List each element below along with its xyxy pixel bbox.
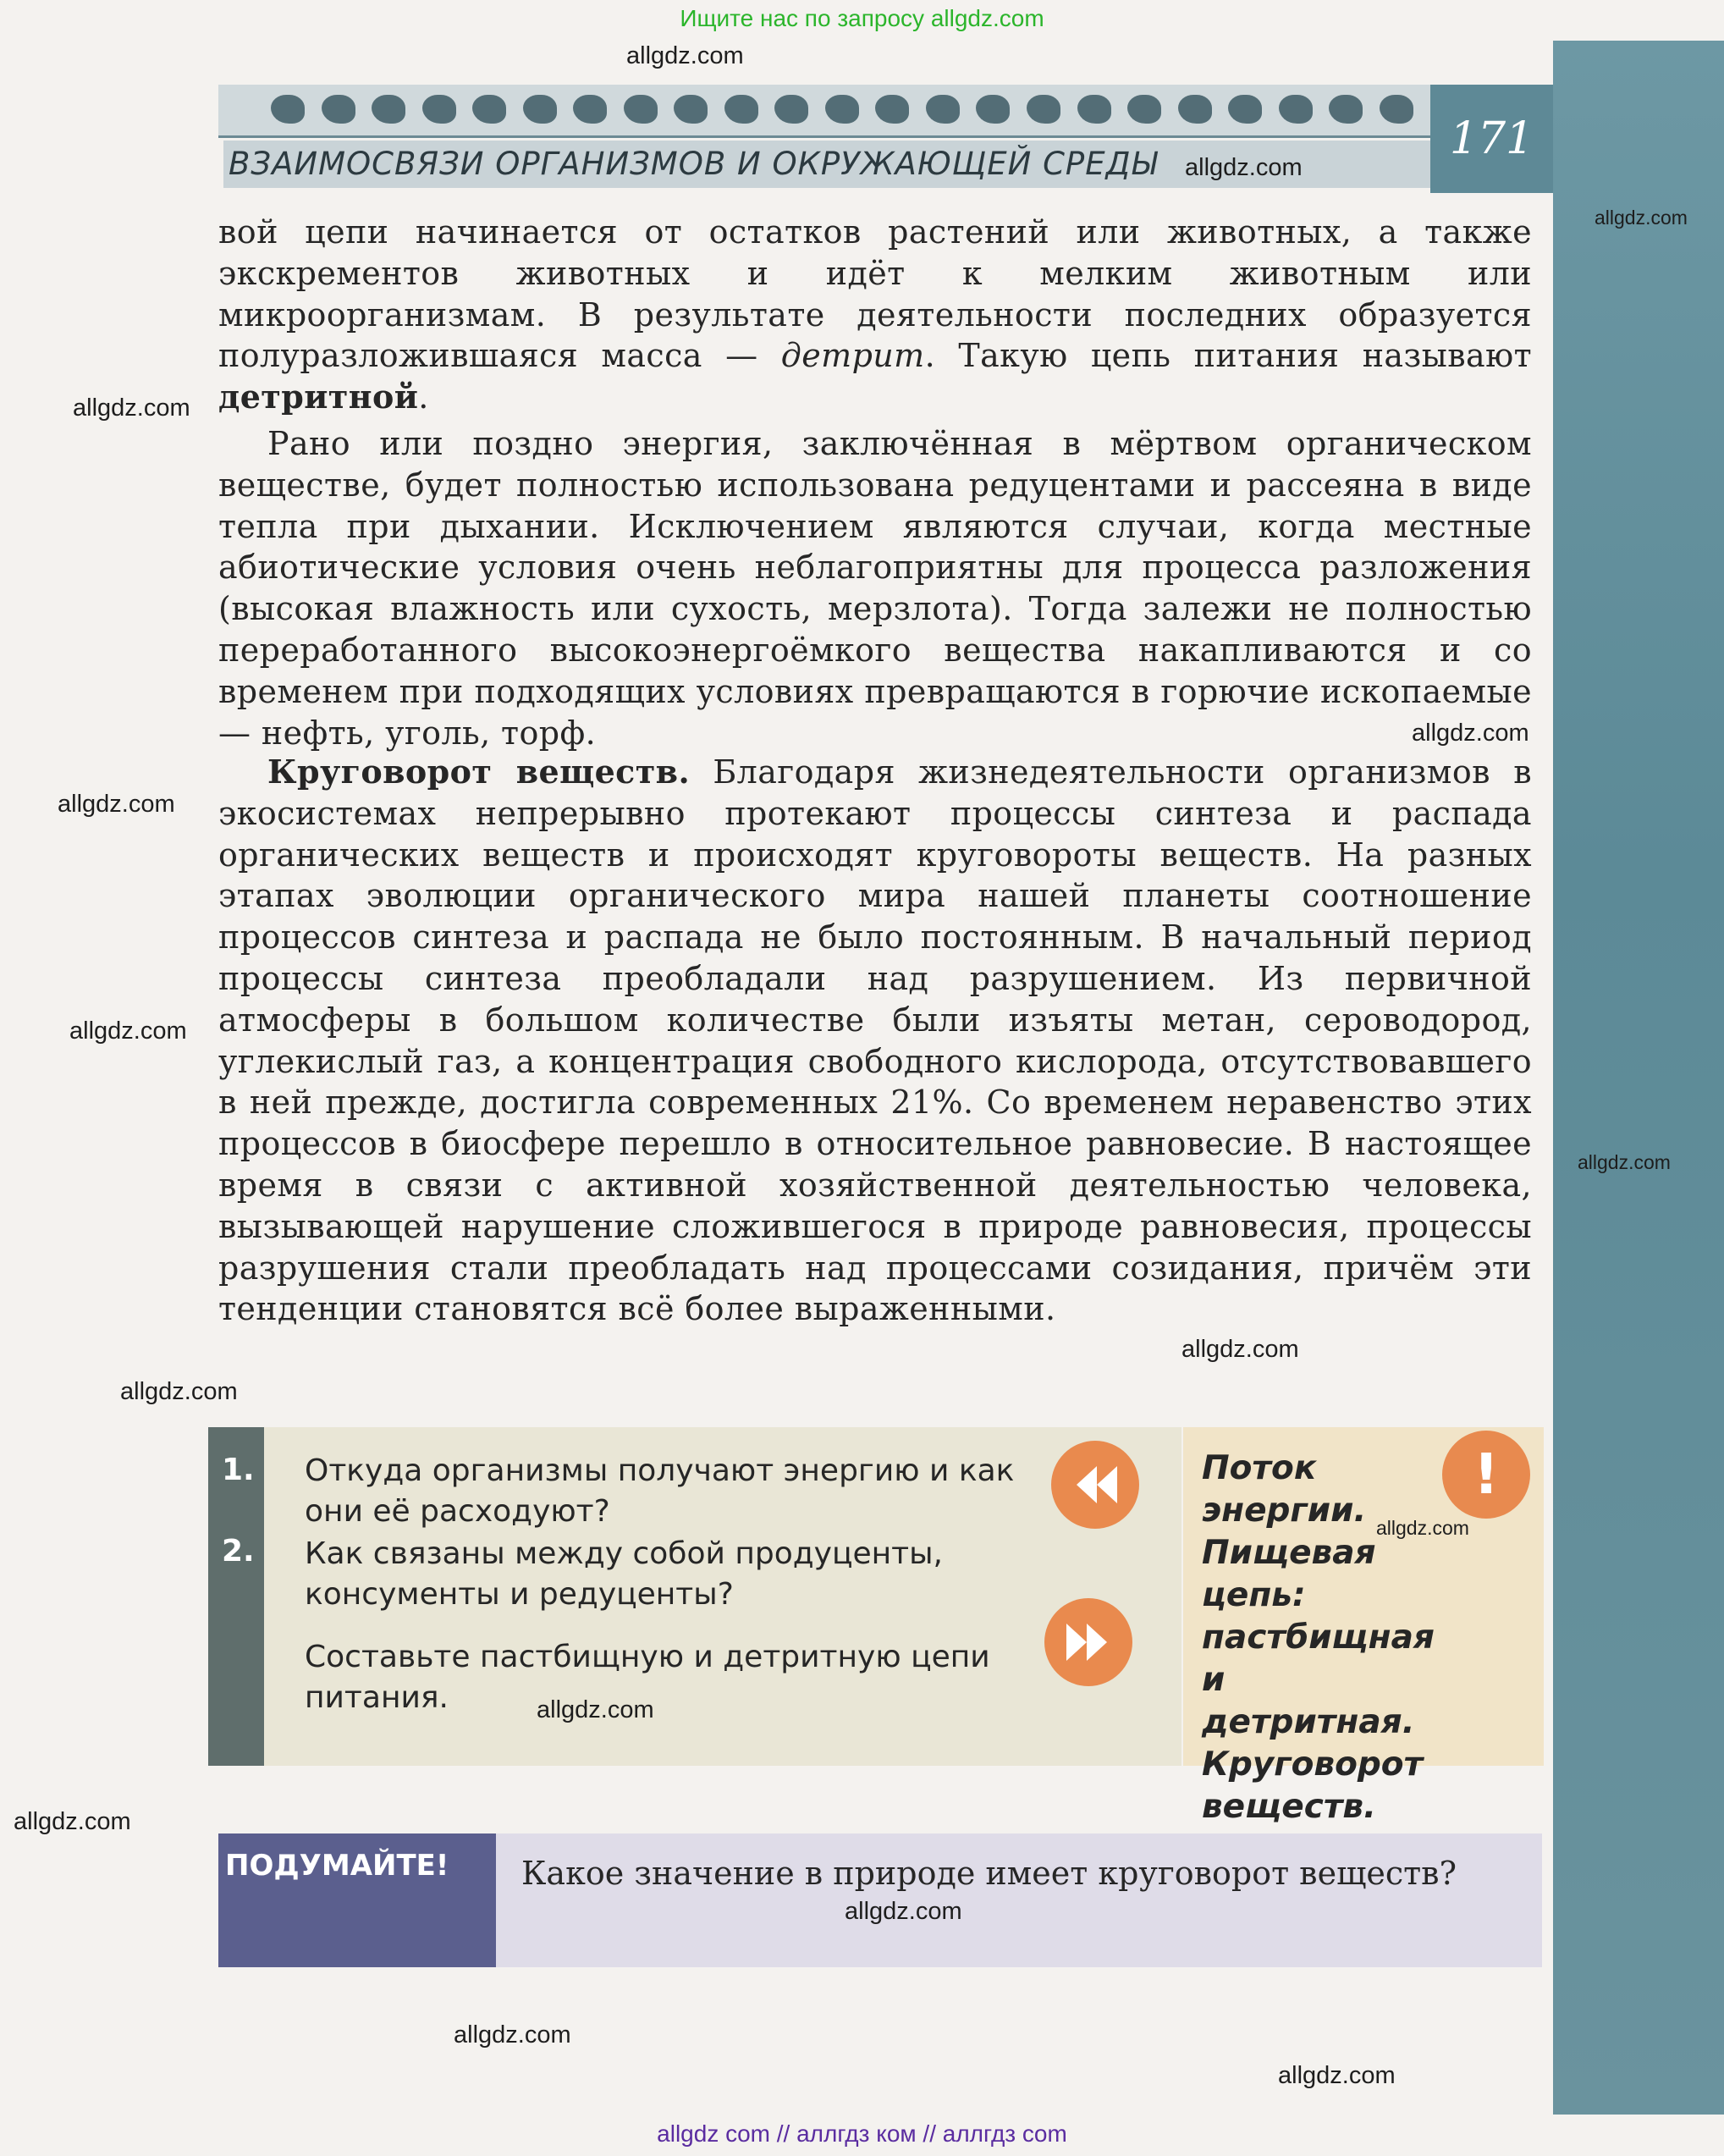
question-number: 2. — [222, 1534, 255, 1569]
header-divider — [218, 135, 1430, 138]
section-heading: Круговорот веществ. — [267, 753, 691, 791]
watermark: allgdz.com — [73, 394, 190, 422]
watermark: allgdz.com — [1278, 2062, 1396, 2089]
question-text: Как связаны между собой продуценты, консументы и редуценты? — [305, 1536, 943, 1612]
watermark: allgdz.com — [845, 1898, 962, 1925]
think-label: ПОДУМАЙТЕ! — [218, 1833, 496, 1967]
fast-forward-icon — [1044, 1598, 1132, 1686]
paragraph-3: Круговорот веществ. Благодаря жизнедеятельности организмов в экосистемах непрерывно протекают процессы синтеза и распада органических веществ и происходят круговороты веществ. На разных этапах эволюции органического мира нашей планеты соотношение процессов синтеза и распада не было постоянным. В начальный период процессы синтеза преобладали над разрушением. Из первичной атмосферы в большом количестве были изъяты метан, сероводород, углекислый газ, а концентрация свободного кислорода, отсутствовавшего в ней прежде, достигла современных 21%. Со временем неравенство этих процессов в биосфере перешло в относительное равновесие. В настоящее время в связи с активной хозяйственной деятельностью человека, вызывающей нарушение сложившегося в природе равновесия, процессы разрушения стали преобладать над процессами созидания, причём эти тенденции становятся всё более выраженными. — [218, 753, 1532, 1328]
watermark: allgdz.com — [1412, 720, 1529, 747]
watermark: allgdz.com — [537, 1696, 654, 1723]
watermark: allgdz.com — [1185, 154, 1303, 181]
watermark: allgdz.com — [454, 2021, 571, 2048]
watermark: allgdz.com — [626, 42, 744, 69]
animal-silhouettes — [271, 95, 1413, 130]
watermark: allgdz.com — [1595, 207, 1688, 229]
page-edge-strip — [1553, 41, 1724, 2115]
chapter-title: ВЗАИМОСВЯЗИ ОРГАНИЗМОВ И ОКРУЖАЮЩЕЙ СРЕДЫ — [223, 141, 1430, 188]
watermark: allgdz.com — [58, 791, 175, 818]
watermark: allgdz.com — [1181, 1336, 1299, 1363]
task-text: Составьте пастбищную и детритную цепи питания. — [305, 1640, 990, 1715]
watermark: allgdz.com — [1376, 1517, 1469, 1539]
watermark: allgdz.com — [120, 1378, 238, 1405]
rewind-icon — [1051, 1441, 1139, 1529]
top-banner[interactable]: Ищите нас по запросу allgdz.com — [680, 5, 1044, 31]
question-number: 1. — [222, 1453, 255, 1487]
think-question: Какое значение в природе имеет круговорот веществ? — [521, 1855, 1457, 1892]
paragraph-2: Рано или поздно энергия, заключённая в мёртвом органическом веществе, будет полностью использована редуцентами и рассеяна в виде тепла при дыхании. Исключением являются случаи, когда местные абиотические условия очень неблагоприятны для процесса разложения (высокая влажность или сухость, мерзлота). Тогда залежи не полностью переработанного высокоэнергоёмкого вещества накапливаются и со временем при подходящих условиях превращаются в горючие ископаемые — нефть, уголь, торф. — [218, 425, 1532, 752]
watermark: allgdz.com — [14, 1808, 131, 1835]
page-number: 171 — [1430, 85, 1553, 193]
question-text: Откуда организмы получают энергию и как они её расходуют? — [305, 1453, 1015, 1529]
watermark: allgdz.com — [1578, 1151, 1671, 1173]
paragraph-1: вой цепи начинается от остатков растений или животных, а также экскрементов животных и идёт к мелким животным или микроорганизмам. В результате деятельности последних образуется полуразложившаяся масса — детрит. Такую цепь питания называют детритной. — [218, 213, 1532, 416]
watermark: allgdz.com — [69, 1017, 187, 1045]
exclamation-icon: ! — [1442, 1431, 1530, 1519]
footer-links[interactable]: allgdz com // аллгдз ком // аллгдз com — [657, 2120, 1067, 2147]
keywords-list: Поток энергии. Пищевая цепь: пастбищная и детритная. Круговорот веществ. — [1202, 1449, 1435, 1826]
